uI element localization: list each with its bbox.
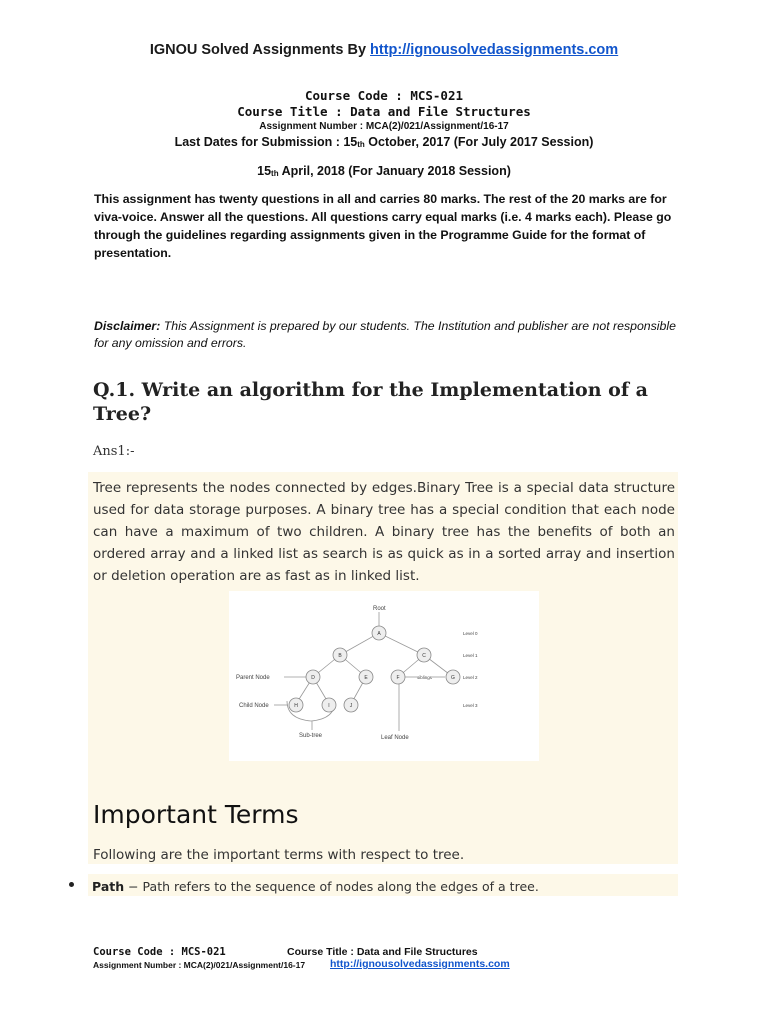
disclaimer — [94, 318, 678, 352]
tree-node-label: D — [311, 675, 315, 681]
subtree-label: Sub-tree — [299, 733, 323, 739]
tree-node-label: G — [451, 675, 455, 681]
header-prefix: IGNOU Solved Assignments By — [149, 42, 371, 58]
assignment-number: Assignment Number : MCA(2)/021/Assignment/16-17 — [259, 121, 509, 132]
term-name: Path — [92, 879, 125, 894]
important-terms-subheading: Following are the important terms with respect to tree. — [93, 847, 465, 863]
jan-ordinal: th — [271, 169, 279, 178]
level-label: Level 3 — [463, 703, 478, 708]
level-label: Level 2 — [463, 675, 478, 680]
tree-node-label: A — [377, 631, 381, 637]
footer-course-code: Course Code : MCS-021 — [93, 946, 226, 958]
siblings-label: siblings — [417, 675, 433, 680]
jan-suffix: April, 2018 (For January 2018 Session) — [278, 164, 511, 178]
dates-prefix: Last Dates for Submission : 15 — [174, 135, 358, 149]
tree-node-label: B — [338, 653, 342, 659]
child-node-label: Child Node — [239, 703, 269, 709]
dates-suffix: October, 2017 (For July 2017 Session) — [364, 135, 594, 149]
parent-node-label: Parent Node — [236, 675, 270, 681]
intro-paragraph: This assignment has twenty questions in all and carries 80 marks. The rest of the 20 marks are for viva-voice. Answer all the questions. All questions carry equal marks (i.e. 4 marks each). Please go through the guidelines regarding assignments given in the Programme Guide for the format of presentation. — [94, 192, 672, 260]
tree-node-label: C — [422, 653, 426, 659]
jan-prefix: 15 — [257, 164, 272, 178]
tree-node-label: H — [294, 703, 298, 709]
important-terms-heading: Important Terms — [93, 800, 299, 829]
disclaimer-label: Disclaimer: — [94, 319, 161, 333]
term-definition: − Path refers to the sequence of nodes along the edges of a tree. — [124, 879, 539, 894]
root-label: Root — [373, 606, 386, 612]
january-session-date — [0, 164, 768, 178]
tree-node-label: I — [328, 703, 330, 709]
disclaimer-text: This Assignment is prepared by our students. The Institution and publisher are not responsible for any omission and errors. — [94, 319, 676, 350]
answer-label: Ans1:- — [93, 444, 135, 459]
bullet-icon — [69, 882, 74, 887]
level-label: Level 0 — [463, 631, 478, 636]
tree-node-label: E — [364, 675, 368, 681]
course-code: Course Code : MCS-021 — [304, 88, 464, 103]
question-heading: Q.1. Write an algorithm for the Implementation of a Tree? — [93, 379, 648, 425]
tree-node-label: F — [396, 675, 400, 681]
answer-paragraph: Tree represents the nodes connected by edges.Binary Tree is a special data structure used for data storage purposes. A binary tree has a special condition that each node can have a maximum of two children. A binary tree has the benefits of both an ordered array and a linked list as search is as quick as in a sorted array and insertion or deletion operation are as fast as in linked list. — [93, 480, 675, 584]
footer-link[interactable]: http://ignousolvedassignments.com — [330, 958, 510, 970]
level-label: Level 1 — [463, 653, 478, 658]
page-header — [0, 42, 768, 58]
course-title: Course Title : Data and File Structures — [237, 104, 531, 119]
leaf-node-label: Leaf Node — [381, 735, 409, 741]
term-item — [92, 879, 539, 894]
submission-dates — [0, 135, 768, 149]
dates-ordinal: th — [357, 140, 365, 149]
tree-diagram — [229, 591, 539, 761]
footer-course-title: Course Title : Data and File Structures — [287, 946, 478, 958]
header-link[interactable]: http://ignousolvedassignments.com — [370, 42, 619, 58]
footer-assignment-number: Assignment Number : MCA(2)/021/Assignment/16-17 — [93, 960, 306, 970]
tree-node-label: J — [349, 703, 353, 709]
